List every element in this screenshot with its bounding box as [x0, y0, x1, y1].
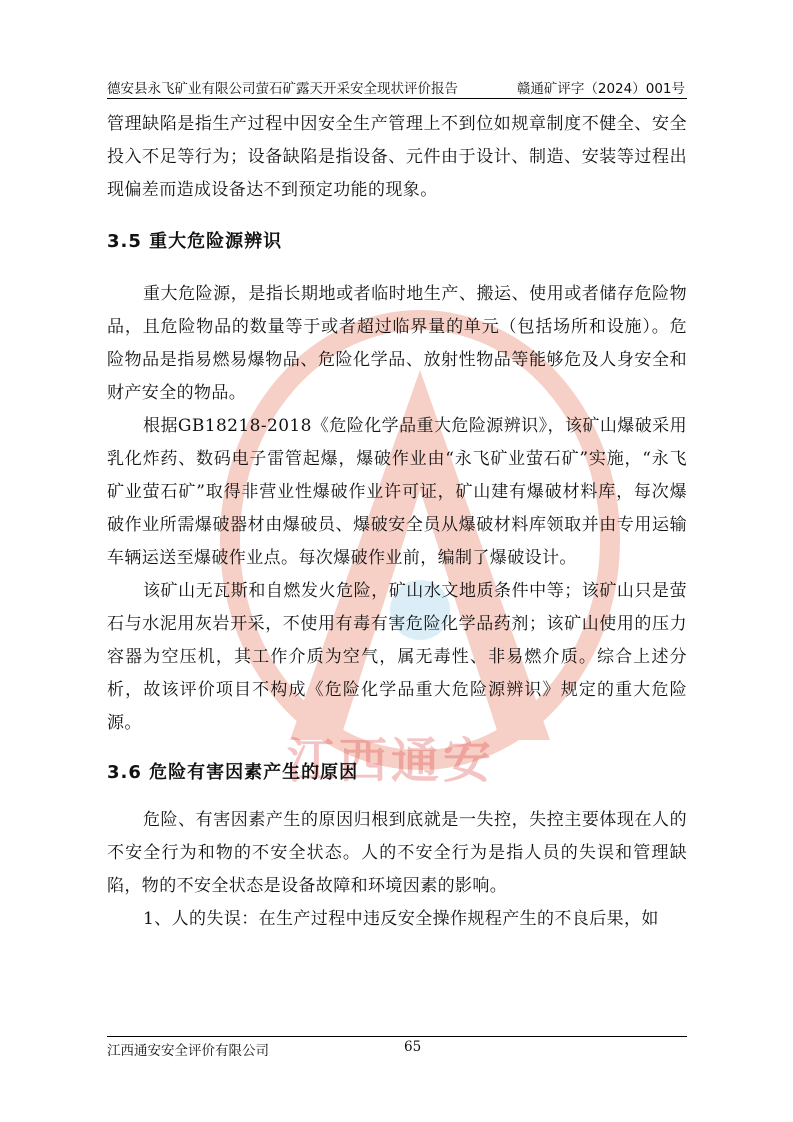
page-header: [107, 76, 687, 99]
section-heading-3-6: 3.6 危险有害因素产生的原因: [107, 762, 359, 783]
watermark-text: 江西通安: [287, 733, 496, 789]
section-heading-3-5: 3.5 重大危险源辨识: [107, 231, 283, 252]
paragraph-human-error: 1、人的失误：在生产过程中违反安全操作规程产生的不良后果，如: [143, 909, 659, 929]
page-footer: [107, 1036, 687, 1057]
page-number: 65: [404, 1039, 422, 1055]
paragraph-causes: 危险、有害因素产生的原因归根到底就是一失控，失控主要体现在人的不安全行为和物的不安全状态。人的不安全行为是指人员的失误和管理缺陷，物的不安全状态是设备故障和环境因素的影响。: [107, 810, 687, 896]
paragraph-defects: 管理缺陷是指生产过程中因安全生产管理上不到位如规章制度不健全、安全投入不足等行为；设备缺陷是指设备、元件由于设计、制造、安装等过程出现偏差而造成设备达不到预定功能的现象。: [107, 114, 687, 200]
document-number: 赣通矿评字（2024）001号: [516, 81, 685, 97]
paragraph-blasting: 根据GB18218-2018《危险化学品重大危险源辨识》，该矿山爆破采用乳化炸药、数码电子雷管起爆，爆破作业由“永飞矿业萤石矿”实施，“永飞矿业萤石矿”取得非营业性爆破作业许可证，矿山建有爆破材料库，每次爆破作业所需爆破器材由爆破员、爆破安全员从爆破材料库领取并由专用运输车辆运送至爆破作业点。每次爆破作业前，编制了爆破设计。: [107, 416, 687, 568]
paragraph-conclusion: 该矿山无瓦斯和自燃发火危险，矿山水文地质条件中等；该矿山只是萤石与水泥用灰岩开采，不使用有毒有害危险化学品药剂；该矿山使用的压力容器为空压机，其工作介质为空气，属无毒性、非易燃介质。综合上述分析，故该评价项目不构成《危险化学品重大危险源辨识》规定的重大危险源。: [107, 581, 687, 733]
page-content: [107, 108, 687, 936]
footer-company: 江西通安安全评价有限公司: [107, 1043, 269, 1059]
report-title: 德安县永飞矿业有限公司萤石矿露天开采安全现状评价报告: [107, 81, 458, 97]
paragraph-major-hazard-definition: 重大危险源，是指长期地或者临时地生产、搬运、使用或者储存危险物品，且危险物品的数量等于或者超过临界量的单元（包括场所和设施）。危险物品是指易燃易爆物品、危险化学品、放射性物品等能够危及人身安全和财产安全的物品。: [107, 284, 687, 403]
